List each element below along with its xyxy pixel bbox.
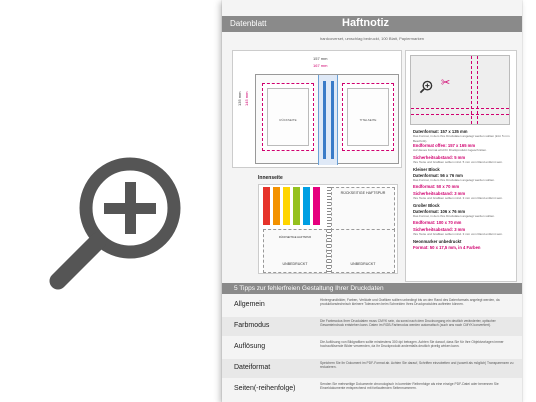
spec-item — [413, 129, 517, 144]
spec-label: Datenformat: 56 x 76 mm — [413, 173, 463, 178]
back-adhesive-label: RÜCKSEITIGE HAFTSPUR — [340, 191, 386, 195]
back-adhesive-page — [331, 187, 395, 231]
spec-label: Datenformat: 106 x 76 mm — [413, 209, 466, 214]
spec-label: Großer Block — [413, 203, 440, 208]
spec-item — [413, 209, 517, 219]
sheet-subtitle: hardcoverset, umschlag bedruckt, 100 Blatt, Papiermarken — [319, 36, 425, 41]
tip-row — [222, 338, 522, 357]
spine — [318, 75, 338, 165]
spec-label: Sicherheitsabstand: 3 mm — [413, 227, 466, 232]
sheet-header — [222, 16, 522, 32]
color-swatch — [273, 187, 280, 225]
spec-panel — [405, 50, 517, 282]
spec-note: Das Format, in dem Ihre Druckdaten angelegt werden sollten. — [413, 214, 495, 218]
back-page — [262, 83, 314, 151]
tip-row — [222, 359, 522, 378]
spec-label: Endformat: 50 x 70 mm — [413, 184, 460, 189]
spec-label: Kleiner Block — [413, 167, 440, 172]
spec-label: Sicherheitsabstand: 5 mm — [413, 155, 466, 160]
zoom-in-icon[interactable] — [48, 150, 188, 290]
color-swatch — [283, 187, 290, 225]
sheet-title: Haftnotiz — [342, 17, 390, 29]
spec-label: Endformat: 100 x 70 mm — [413, 220, 462, 225]
title-page-label: TITELSEITE — [359, 118, 377, 122]
color-swatch — [293, 187, 300, 225]
cover-diagram — [232, 50, 402, 168]
tip-row — [222, 380, 522, 399]
spec-item — [413, 191, 517, 201]
sheet-tag: Datenblatt — [230, 19, 267, 28]
magnifier-icon — [419, 80, 433, 94]
spec-note: Das Format, in dem Ihre Druckdaten angelegt werden sollten (inkl. 5 mm Beschnitt). — [413, 134, 510, 143]
spec-item — [413, 220, 517, 225]
spec-item — [413, 227, 517, 237]
datasheet-preview — [222, 0, 522, 402]
inner-title: Innenseite — [258, 175, 283, 181]
cover-spread — [255, 74, 399, 164]
spec-item — [413, 245, 517, 250]
dim-inner-width: 167 mm — [313, 63, 328, 68]
tip-key: Seiten(-reihenfolge) — [234, 385, 296, 392]
detail-thumbnail — [410, 55, 510, 125]
spec-item — [413, 239, 517, 244]
spec-note: Ihre Texte und Grafiken sollten mind. 3 mm vom Rand entfernt sein. — [413, 196, 503, 200]
unprinted-left — [263, 229, 327, 273]
color-swatch — [313, 187, 320, 225]
dim-inner-height: 145 mm — [244, 91, 249, 106]
back-adhesive-label-2: RÜCKSEITIGE HAFTSPUR — [278, 236, 312, 239]
unprinted-right — [331, 229, 395, 273]
spec-note: Ihre Texte und Grafiken sollten mind. 5 mm vom Rand entfernt sein. — [413, 160, 503, 164]
tip-value: Die Auflösung von Bildgrafiken sollte mindestens 300 dpi betragen. Achten Sie darauf, dass Sie für Ihre Objektvorlagen immer hochauflösende Bilder verwenden, da Ihr Druckprodukt andernfalls deutlich pixelig wirken kann. — [320, 340, 504, 348]
coil-binding — [327, 187, 331, 273]
spec-label: Endformat offen: 157 x 165 mm — [413, 143, 476, 148]
spec-label: Neonmarker unbedruckt — [413, 239, 462, 244]
spec-item — [413, 155, 517, 165]
inner-diagram — [258, 184, 398, 274]
spec-label: Format: 50 x 17,5 mm, in 4 Farben — [413, 245, 481, 250]
tip-key: Auflösung — [234, 343, 266, 350]
dim-outer-width: 157 mm — [313, 56, 328, 61]
spec-item — [413, 184, 517, 189]
tip-key: Allgemein — [234, 301, 265, 308]
spec-label: Sicherheitsabstand: 3 mm — [413, 191, 466, 196]
tips-header — [222, 283, 522, 294]
spec-item — [413, 173, 517, 183]
tip-value: Hintergrundbilder, Farben, Verläufe und Grafiken sollten unbedingt bis an den Rand des Datenformats angelegt werden, da produktionstechnisch kleinere Toleranzen beim Schneiden Ihres Druckproduktes auftreten können. — [320, 298, 500, 306]
scissors-icon: ✂ — [441, 77, 451, 89]
tip-value: Die Farbmodus Ihrer Druckdaten muss CMYK sein, da sonst nach dem Druckvorgang ein deutlich veränderter, optischer Gesamteindruck entstehen kann. Daten im RGB-Farbmodus werden automatisch (auch ans nach CMYK konvertiert). — [320, 319, 496, 327]
dim-outer-height: 135 mm — [237, 91, 242, 106]
spec-item — [413, 203, 517, 208]
tip-key: Farbmodus — [234, 322, 270, 329]
spec-item — [413, 143, 517, 153]
color-swatch — [303, 187, 310, 225]
tip-value: Speichern Sie Ihr Dokument im PDF-Format ab. Achten Sie darauf, Schriften einzubetten und (soweit als möglich) Transparenzen zu reduzieren. — [320, 361, 514, 369]
unprinted-label-2: UNBEDRUCKT — [350, 262, 376, 266]
spec-item — [413, 167, 517, 172]
title-page — [342, 83, 394, 151]
spec-label: Datenformat: 157 x 135 mm — [413, 129, 468, 134]
spec-note: Das Format, in dem Ihre Druckdaten angelegt werden sollten. — [413, 178, 495, 182]
tips-title: 5 Tipps zur fehlerfreien Gestaltung Ihrer Druckdaten — [234, 284, 384, 292]
tip-key: Dateiformat — [234, 364, 271, 371]
spec-note: Ihre Texte und Grafiken sollten mind. 3 mm vom Rand entfernt sein. — [413, 232, 503, 236]
spec-note: Auf dieses Format wird Ihr Druckprodukt zugeschnitten. — [413, 148, 487, 152]
back-page-label: RÜCKSEITE — [279, 118, 297, 122]
tip-value: Senden Sie mehrseitige Dokumente chronologisch in korrekter Reihenfolge als eine einzige PDF-Datei oder benennen Sie Einzeldokumente entsprechend mit fortlaufenden Seitennummern. — [320, 382, 499, 390]
unprinted-label-1: UNBEDRUCKT — [282, 262, 308, 266]
tip-row — [222, 296, 522, 315]
tip-row — [222, 317, 522, 336]
color-swatch — [263, 187, 270, 225]
